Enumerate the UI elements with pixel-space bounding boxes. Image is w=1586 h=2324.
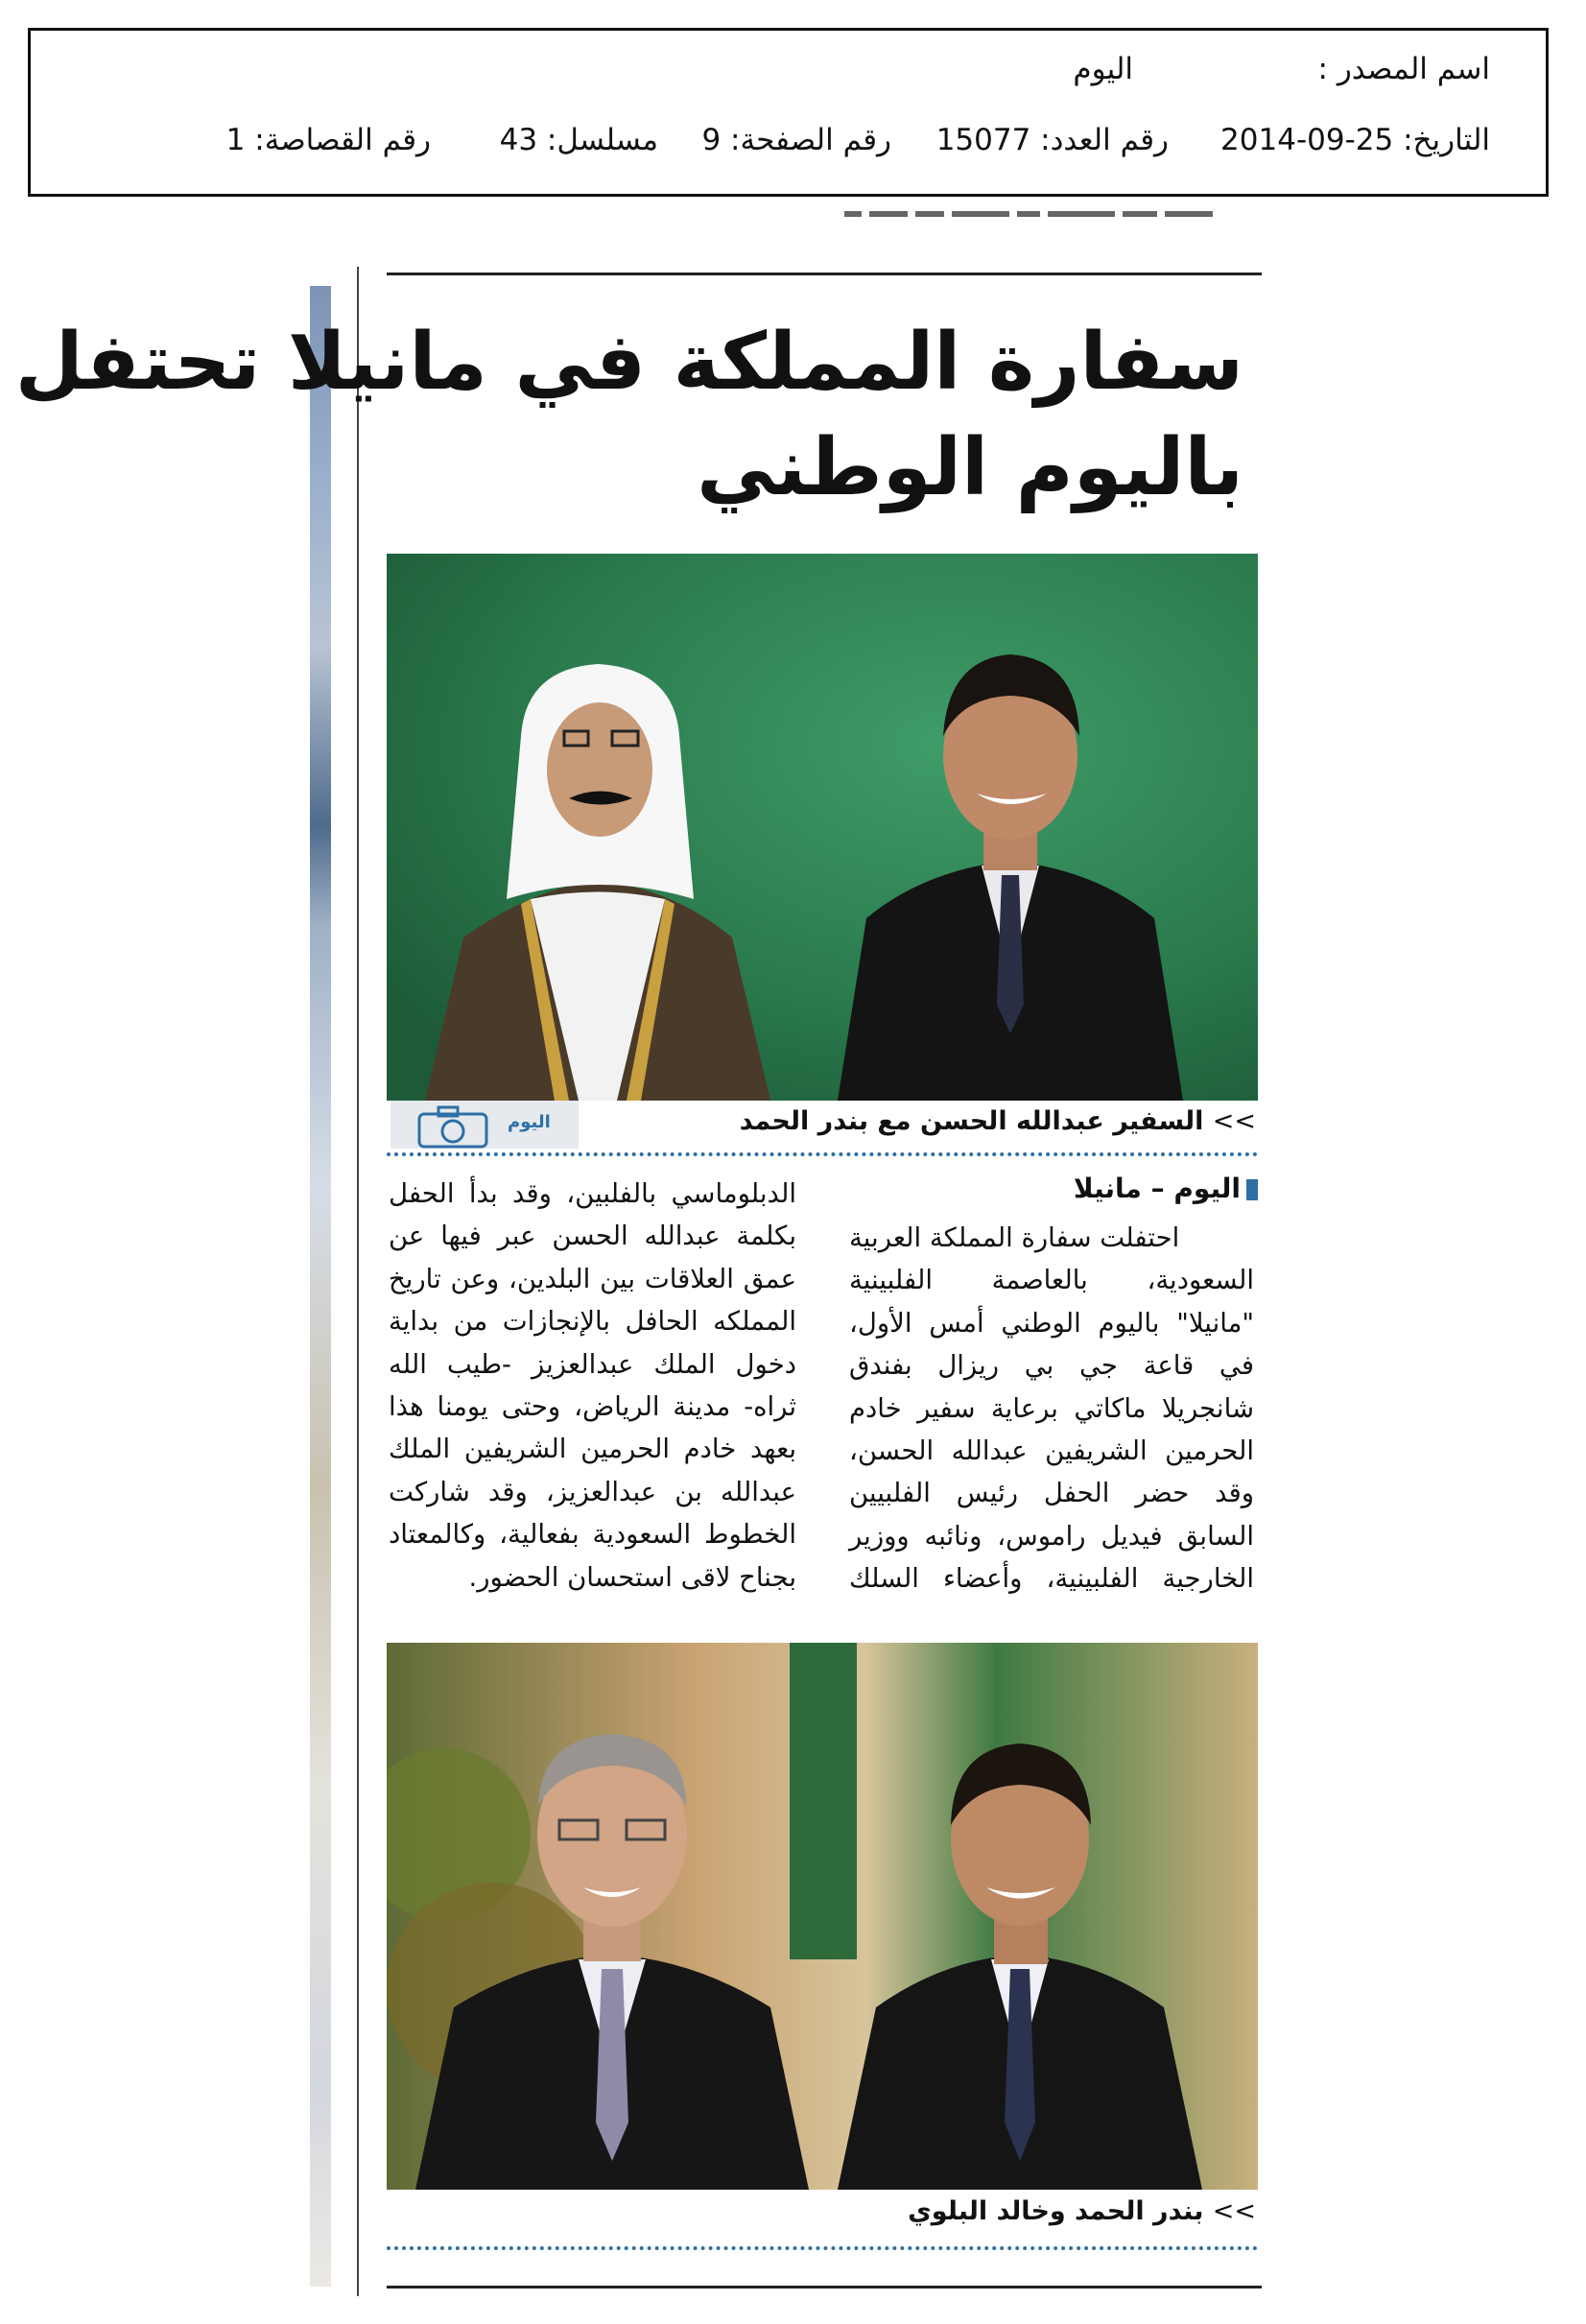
serial-field: مسلسل: 43 xyxy=(499,123,658,157)
body-line: وقد حضر الحفل رئيس الفلبيين xyxy=(849,1478,1254,1509)
body-line: عبدالله بن عبدالعزيز، وقد شاركت xyxy=(389,1476,796,1507)
badge-brand: اليوم xyxy=(508,1112,551,1132)
body-line: الخارجية الفلبينية، وأعضاء السلك xyxy=(849,1563,1254,1595)
source-label: اسم المصدر : xyxy=(1317,52,1490,86)
caption-marker: >> xyxy=(1212,1106,1256,1136)
caption-2-dotted-rule xyxy=(387,2246,1258,2250)
dateline: اليوم – مانيلا xyxy=(1074,1173,1258,1204)
photo-ambassador-and-bandar xyxy=(387,554,1258,1101)
photo-2-caption: >> بندر الحمد وخالد البلوي xyxy=(908,2196,1256,2226)
photo-1-image xyxy=(387,554,1258,1101)
page-field: رقم الصفحة: 9 xyxy=(701,123,891,157)
date-field: التاريخ: 25-09-2014 xyxy=(1220,123,1490,157)
body-line: المملكه الحافل بالإنجازات من بداية xyxy=(389,1306,796,1338)
photo-2-image xyxy=(387,1643,1258,2190)
body-line: السابق فيديل راموس، ونائبه ووزير xyxy=(849,1520,1254,1552)
body-line: الحرمين الشريفين عبدالله الحسن، xyxy=(849,1435,1254,1467)
headline-line-1: سفارة المملكة في مانيلا تحتفل xyxy=(14,317,1243,408)
body-column-left xyxy=(389,1173,796,1599)
body-line: ثراه- مدينة الرياض، وحتى يومنا هذا xyxy=(389,1391,796,1423)
column-divider xyxy=(357,267,359,2296)
top-rule xyxy=(387,273,1262,275)
body-line: الدبلوماسي بالفلبين، وقد بدأ الحفل xyxy=(389,1178,796,1209)
body-line: "مانيلا" باليوم الوطني أمس الأول، xyxy=(849,1307,1254,1339)
body-line: في قاعة جي بي ريزال بفندق xyxy=(849,1350,1254,1382)
body-line: شانجريلا ماكاتي برعاية سفير خادم xyxy=(849,1392,1254,1424)
camera-icon xyxy=(410,1103,496,1150)
body-line: بعهد خادم الحرمين الشريفين الملك xyxy=(389,1434,796,1465)
body-line: دخول الملك عبدالعزيز -طيب الله xyxy=(389,1348,796,1380)
photo-bandar-and-khaled xyxy=(387,1643,1258,2190)
photo-credit-badge xyxy=(391,1101,579,1149)
photo-1-caption: >> السفير عبدالله الحسن مع بندر الحمد xyxy=(739,1106,1256,1136)
bottom-rule xyxy=(387,2286,1262,2288)
cropped-text-fragment xyxy=(844,205,1233,223)
body-line: الخطوط السعودية بفعالية، وكالمعتاد xyxy=(389,1519,796,1551)
caption-1-dotted-rule xyxy=(387,1152,1258,1156)
caption-marker: >> xyxy=(1212,2196,1256,2226)
metadata-header-box xyxy=(28,28,1549,197)
issue-field: رقم العدد: 15077 xyxy=(935,123,1169,157)
clip-field: رقم القصاصة: 1 xyxy=(225,123,431,157)
headline-line-2: باليوم الوطني xyxy=(697,422,1243,513)
body-column-right xyxy=(849,1217,1254,1601)
body-line: عمق العلاقات بين البلدين، وعن تاريخ xyxy=(389,1263,796,1294)
body-line: بكلمة عبدالله الحسن عبر فيها عن xyxy=(389,1221,796,1252)
adjacent-photo-strip xyxy=(310,286,331,2287)
body-line: بجناح لاقى استحسان الحضور. xyxy=(468,1561,796,1593)
body-line: احتفلت سفارة المملكة العربية xyxy=(849,1222,1180,1253)
source-value: اليوم xyxy=(1073,52,1133,86)
bookmark-icon xyxy=(1246,1179,1258,1200)
body-line: السعودية، بالعاصمة الفلبينية xyxy=(849,1265,1254,1296)
